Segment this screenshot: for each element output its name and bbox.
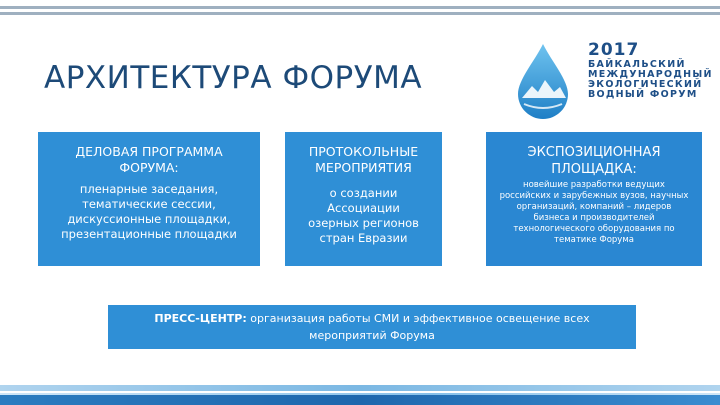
water-drop-icon — [514, 42, 572, 120]
box-line: новейшие разработки ведущих — [523, 180, 665, 190]
press-label: ПРЕСС-ЦЕНТР: — [154, 312, 247, 325]
logo-line: БАЙКАЛЬСКИЙ — [588, 58, 686, 70]
box-line: технологического оборудования по — [513, 224, 675, 234]
logo-line: ЭКОЛОГИЧЕСКИЙ — [588, 78, 703, 90]
box-line: о создании — [329, 186, 398, 200]
box-line: организаций, компаний – лидеров — [516, 202, 672, 212]
box-body — [38, 182, 260, 242]
box-heading — [285, 144, 442, 176]
protocol-events-box — [285, 132, 442, 266]
box-line: озерных регионов — [308, 216, 419, 230]
box-heading-line: ЭКСПОЗИЦИОННАЯ — [527, 145, 661, 160]
box-line: тематические сессии, — [82, 197, 216, 211]
box-line: дискуссионные площадки, — [67, 212, 231, 226]
box-body — [486, 180, 702, 246]
business-program-box — [38, 132, 260, 266]
bottom-band — [0, 385, 720, 391]
press-line-2: мероприятий Форума — [309, 329, 435, 342]
box-line: тематике Форума — [554, 235, 634, 245]
press-line-1 — [108, 310, 636, 327]
box-heading — [38, 144, 260, 176]
box-heading-line: ФОРУМА: — [119, 160, 179, 175]
box-line: российских и зарубежных вузов, научных — [499, 191, 689, 201]
forum-logo — [588, 42, 713, 100]
slide-title: АРХИТЕКТУРА ФОРУМА — [44, 60, 423, 96]
logo-year: 2017 — [588, 40, 640, 60]
box-heading-line: ПРОТОКОЛЬНЫЕ — [308, 144, 419, 159]
box-line: Ассоциации — [327, 201, 400, 215]
box-heading-line: ДЕЛОВАЯ ПРОГРАММА — [75, 144, 223, 159]
bottom-band — [0, 395, 720, 405]
box-heading — [486, 144, 702, 178]
logo-line: МЕЖДУНАРОДНЫЙ — [588, 68, 713, 80]
press-center-box — [108, 305, 636, 349]
exposition-box — [486, 132, 702, 266]
box-line: презентационные площадки — [61, 227, 237, 241]
box-heading-line: МЕРОПРИЯТИЯ — [315, 160, 412, 175]
box-line: стран Евразии — [319, 231, 408, 245]
logo-line: ВОДНЫЙ ФОРУМ — [588, 88, 698, 100]
box-line: бизнеса и производителей — [533, 213, 655, 223]
press-text: организация работы СМИ и эффективное освещение всех — [250, 312, 590, 325]
box-heading-line: ПЛОЩАДКА: — [551, 162, 637, 177]
box-line: пленарные заседания, — [79, 182, 219, 196]
top-stripe — [0, 6, 720, 9]
box-body — [285, 186, 442, 246]
top-stripe — [0, 12, 720, 15]
